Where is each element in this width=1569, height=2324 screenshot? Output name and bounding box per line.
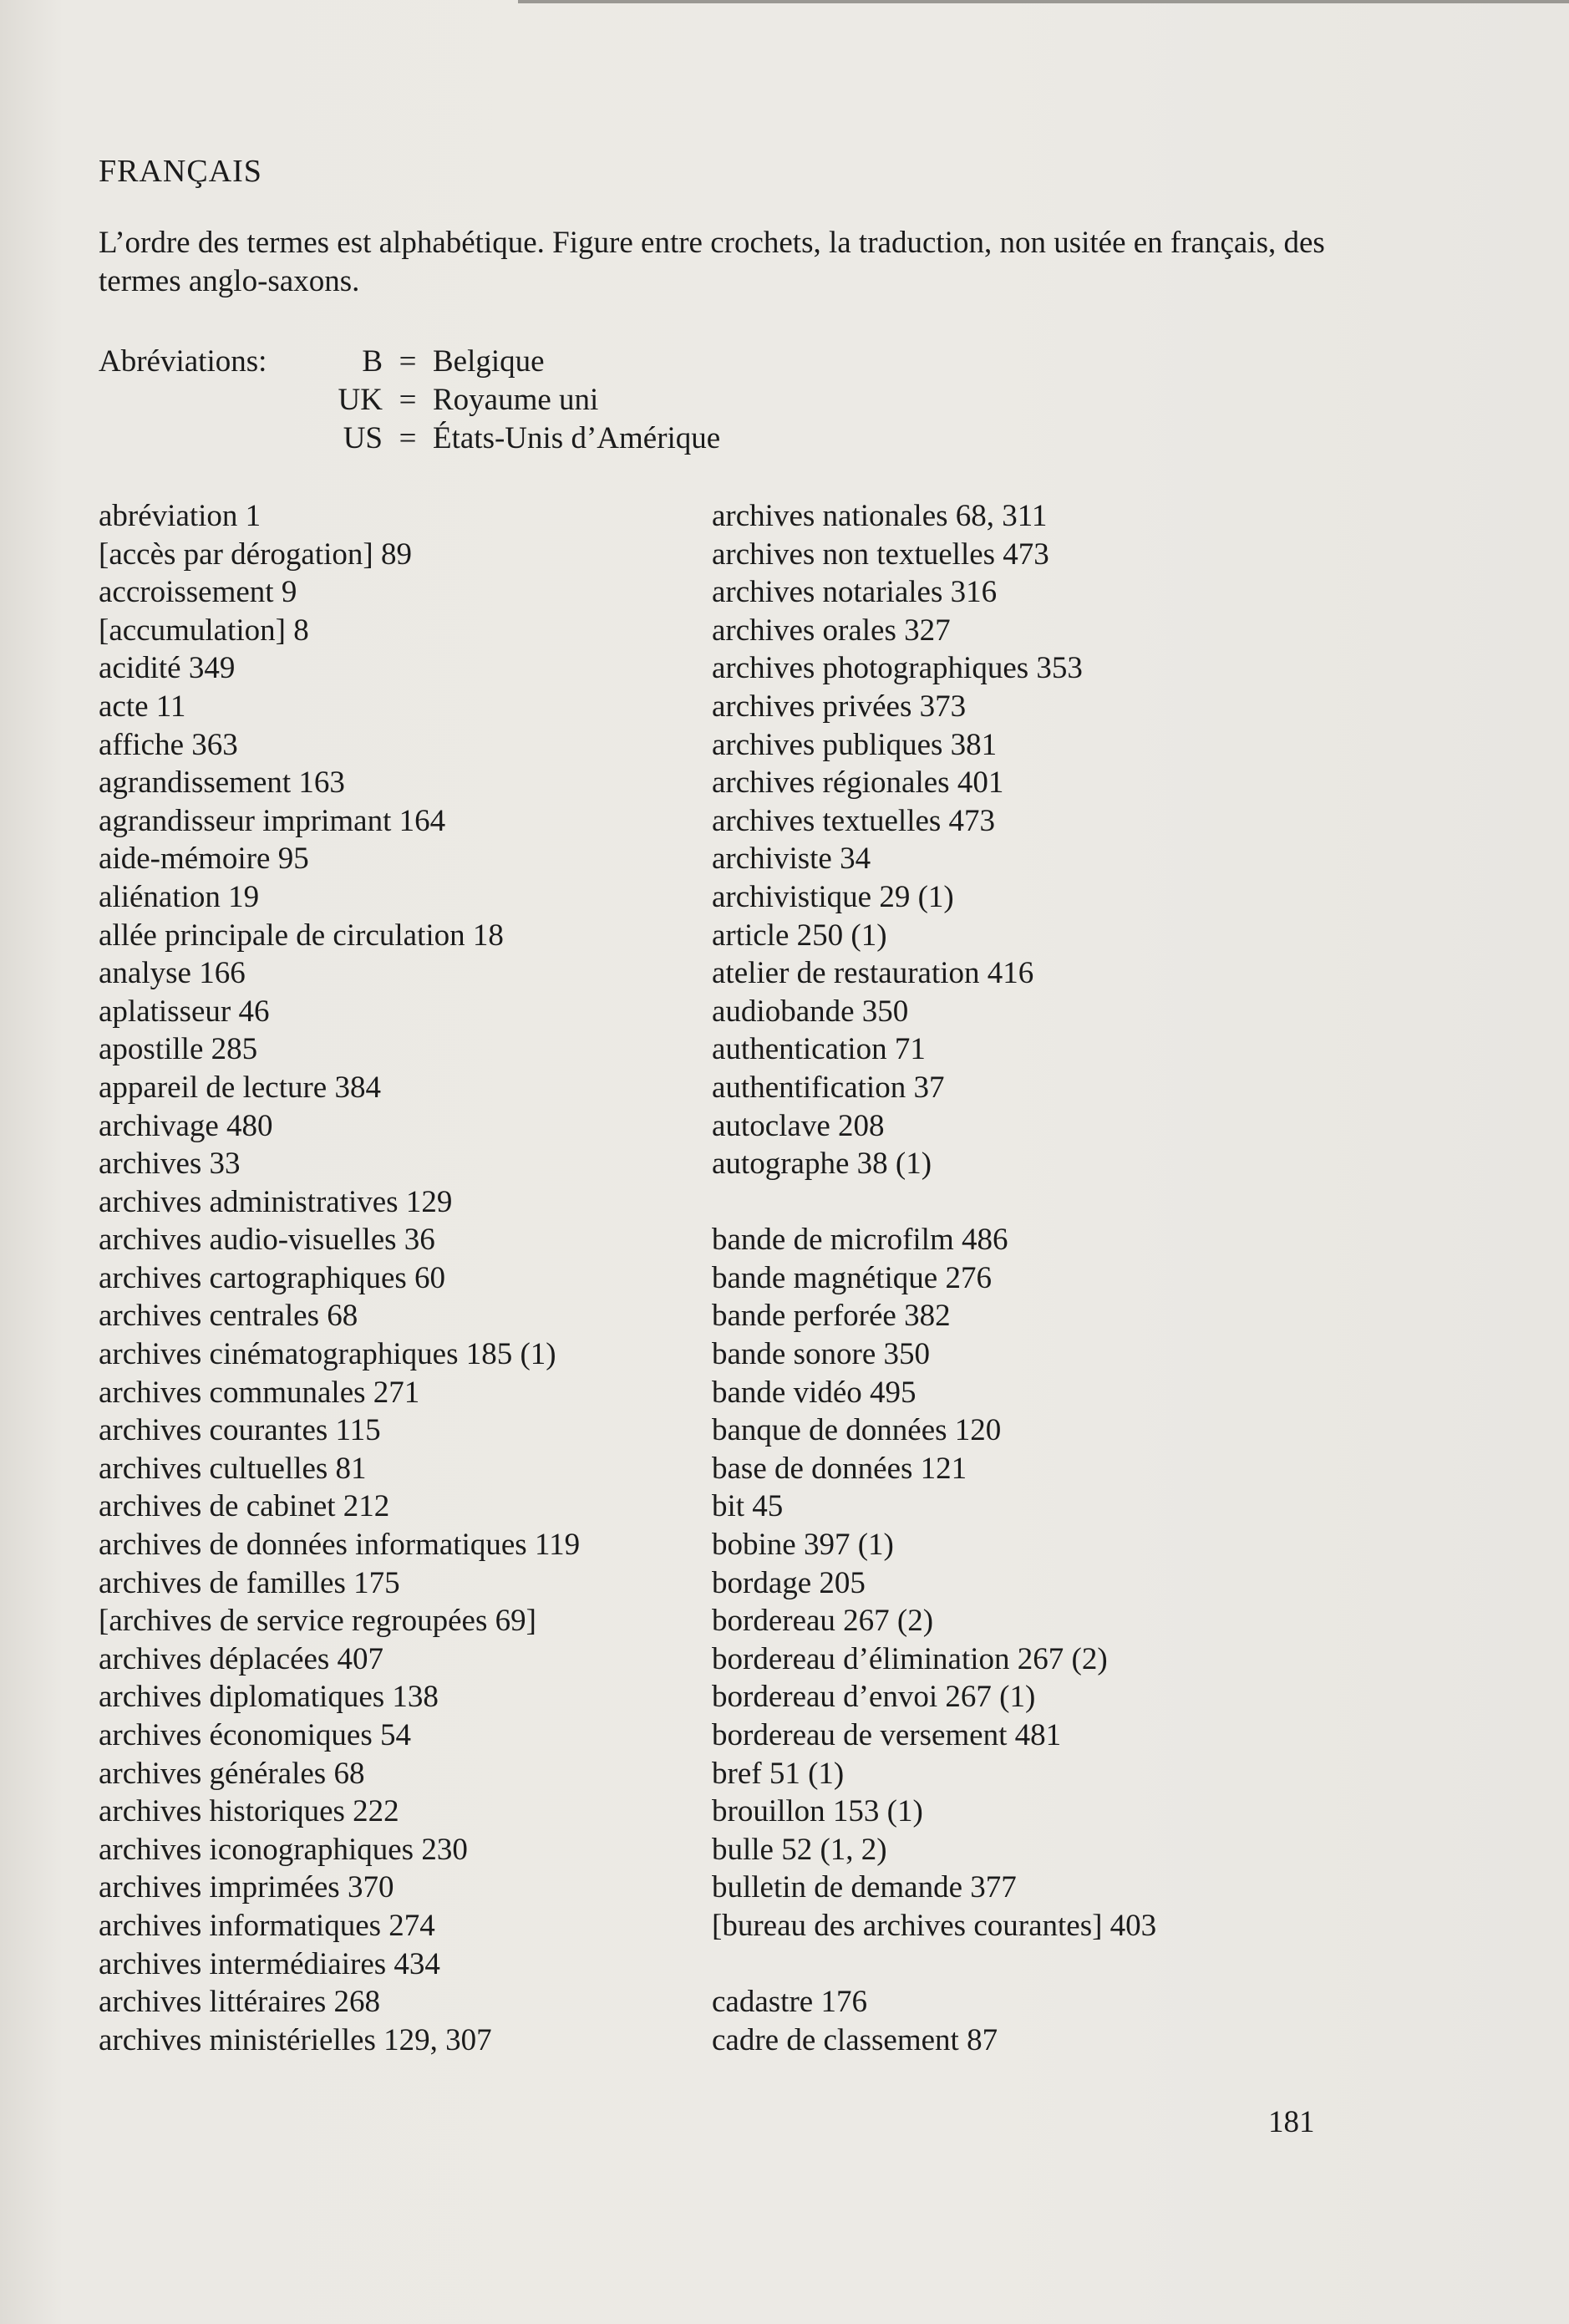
index-entry: accroissement 9 [99,575,297,610]
index-entry: bande sonore 350 [712,1337,930,1372]
index-entry: agrandissement 163 [99,765,345,801]
index-entry: atelier de restauration 416 [712,956,1034,991]
index-entry: bref 51 (1) [712,1756,845,1791]
index-entry: audiobande 350 [712,994,909,1029]
index-entry: [accumulation] 8 [99,613,309,648]
index-entry: archives ministérielles 129, 307 [99,2022,492,2057]
section-heading: FRANÇAIS [99,154,262,189]
index-entry: apostille 285 [99,1032,258,1067]
index-entry: archives audio-visuelles 36 [99,1223,435,1258]
index-entry: archives historiques 222 [99,1794,399,1829]
abbreviations-label-spacer [99,420,307,458]
abbreviation-code: B [362,344,383,379]
index-entry: cadastre 176 [712,1985,867,2020]
index-entry: archives nationales 68, 311 [712,499,1048,533]
index-entry: bande vidéo 495 [712,1375,917,1410]
index-entry: archives économiques 54 [99,1718,411,1752]
index-entry: cadre de classement 87 [712,2022,998,2057]
index-entry: [accès par dérogation] 89 [99,537,412,572]
index-entry: archives intermédiaires 434 [99,1946,440,1981]
scan-edge-line [518,0,1569,3]
index-entry: archives photographiques 353 [712,651,1083,686]
index-group-b [712,1221,1156,1945]
index-entry: archives diplomatiques 138 [99,1680,439,1715]
group-gap [712,1945,1156,1984]
index-entry: autographe 38 (1) [712,1147,932,1182]
index-entry: archives iconographiques 230 [99,1832,468,1867]
index-entry: archives déplacées 407 [99,1641,384,1676]
index-entry: aliénation 19 [99,879,260,914]
group-gap [712,1183,1156,1222]
index-entry: bit 45 [712,1489,784,1524]
index-entry: appareil de lecture 384 [99,1070,381,1105]
index-entry: archives privées 373 [712,689,967,724]
abbreviation-meaning: Royaume uni [433,383,599,417]
index-entry: affiche 363 [99,727,238,762]
index-entry: archives de familles 175 [99,1565,400,1600]
index-entry: archives orales 327 [712,613,951,648]
abbreviations-block [99,343,720,458]
index-entry: aide-mémoire 95 [99,842,309,877]
abbreviation-row [99,381,720,420]
index-entry: archives courantes 115 [99,1413,381,1448]
index-entry: archives de données informatiques 119 [99,1528,581,1563]
index-group-c [712,1983,1156,2059]
abbreviation-row [99,420,720,458]
index-entry: allée principale de circulation 18 [99,918,504,953]
abbreviation-code: US [343,421,383,455]
index-entry: archives notariales 316 [712,575,998,610]
index-entry: archivistique 29 (1) [712,879,954,914]
index-entry: archives de cabinet 212 [99,1489,390,1524]
index-right-column [712,497,1156,2059]
abbreviations-label: Abréviations: [99,344,267,379]
index-entry: banque de données 120 [712,1413,1002,1448]
index-entry: bordereau 267 (2) [712,1604,934,1639]
index-entry: aplatisseur 46 [99,994,270,1029]
index-entry: archives littéraires 268 [99,1985,380,2020]
index-entry: bobine 397 (1) [712,1528,894,1563]
index-left-column [99,497,580,2059]
page-number: 181 [1268,2105,1315,2139]
index-entry: bande perforée 382 [712,1299,951,1334]
index-entry: [archives de service regroupées 69] [99,1604,536,1639]
index-entry: bordereau d’élimination 267 (2) [712,1641,1108,1676]
abbreviation-row [99,343,720,381]
abbreviation-meaning: États-Unis d’Amérique [433,421,721,455]
index-entry: authentication 71 [712,1032,926,1067]
index-entry: abréviation 1 [99,499,262,533]
index-entry: archives générales 68 [99,1756,365,1791]
index-entry: archives textuelles 473 [712,803,996,838]
index-entry: archives cultuelles 81 [99,1451,367,1486]
index-entry: brouillon 153 (1) [712,1794,923,1829]
index-entry: archives régionales 401 [712,765,1004,801]
index-entry: analyse 166 [99,956,246,991]
index-entry: bande de microfilm 486 [712,1223,1008,1258]
index-entry: archives publiques 381 [712,727,998,762]
index-entry: autoclave 208 [712,1108,885,1143]
index-entry: bordereau d’envoi 267 (1) [712,1680,1036,1715]
index-entry: archives administratives 129 [99,1184,453,1219]
index-entry: archives imprimées 370 [99,1870,394,1905]
index-entry: agrandisseur imprimant 164 [99,803,446,838]
index-entry: archives 33 [99,1147,241,1182]
index-entry: authentification 37 [712,1070,945,1105]
intro-paragraph: L’ordre des termes est alphabétique. Figure entre crochets, la traduction, non usitée en français, des termes anglo-saxons. [99,226,1325,298]
index-entry: bande magnétique 276 [712,1260,992,1295]
index-entry: [bureau des archives courantes] 403 [712,1908,1157,1943]
index-entry: bordage 205 [712,1565,866,1600]
index-entry: archives cartographiques 60 [99,1260,446,1295]
index-entry: archives informatiques 274 [99,1908,435,1943]
index-group-archives [712,497,1156,1183]
abbreviation-meaning: Belgique [433,344,545,379]
index-entry: archivage 480 [99,1108,273,1143]
index-entry: bordereau de versement 481 [712,1718,1062,1752]
index-entry: acidité 349 [99,651,236,686]
abbreviation-equals: = [399,421,417,455]
abbreviations-label-spacer [99,381,307,420]
index-entry: archives non textuelles 473 [712,537,1049,572]
index-entry: bulletin de demande 377 [712,1870,1017,1905]
index-entry: archiviste 34 [712,842,871,877]
index-entry: base de données 121 [712,1451,967,1486]
abbreviation-equals: = [399,344,417,379]
index-entry: archives centrales 68 [99,1299,358,1334]
index-entry: article 250 (1) [712,918,887,953]
index-entry: acte 11 [99,689,186,724]
index-entry: archives cinématographiques 185 (1) [99,1337,556,1372]
abbreviation-code: UK [338,383,383,417]
index-entry: archives communales 271 [99,1375,420,1410]
index-entry: bulle 52 (1, 2) [712,1832,887,1867]
abbreviation-equals: = [399,383,417,417]
